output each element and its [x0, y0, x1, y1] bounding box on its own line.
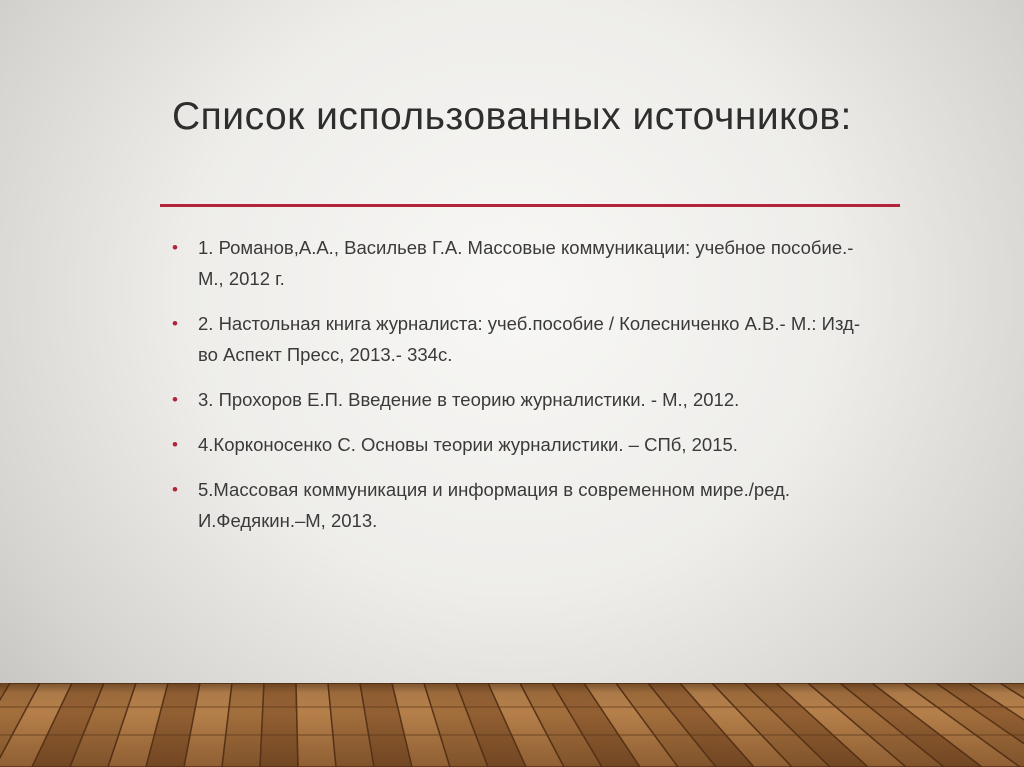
list-item: [172, 308, 872, 370]
list-item: [172, 474, 872, 536]
list-item: [172, 232, 872, 294]
list-item-text: 1. Романов,А.А., Васильев Г.А. Массовые коммуникации: учебное пособие.- М., 2012 г.: [198, 237, 854, 289]
bullet-icon: •: [172, 390, 178, 409]
wooden-floor: [0, 683, 1024, 767]
bullet-icon: •: [172, 314, 178, 333]
list-item-text: 5.Массовая коммуникация и информация в современном мире./ред. И.Федякин.–М, 2013.: [198, 479, 790, 531]
bullet-icon: •: [172, 480, 178, 499]
title-divider: [160, 204, 900, 207]
list-item: [172, 429, 872, 460]
list-item-text: 4.Корконосенко С. Основы теории журналистики. – СПб, 2015.: [198, 434, 738, 455]
list-item-text: 2. Настольная книга журналиста: учеб.пособие / Колесниченко А.В.- М.: Изд-во Аспект Пресс, 2013.- 334с.: [198, 313, 860, 365]
bullet-icon: •: [172, 435, 178, 454]
list-item-text: 3. Прохоров Е.П. Введение в теорию журналистики. - М., 2012.: [198, 389, 740, 410]
wooden-floor-planks: [0, 683, 1024, 767]
sources-list: [172, 232, 872, 550]
bullet-icon: •: [172, 238, 178, 257]
slide-title: Список использованных источников:: [172, 95, 852, 138]
list-item: [172, 384, 872, 415]
